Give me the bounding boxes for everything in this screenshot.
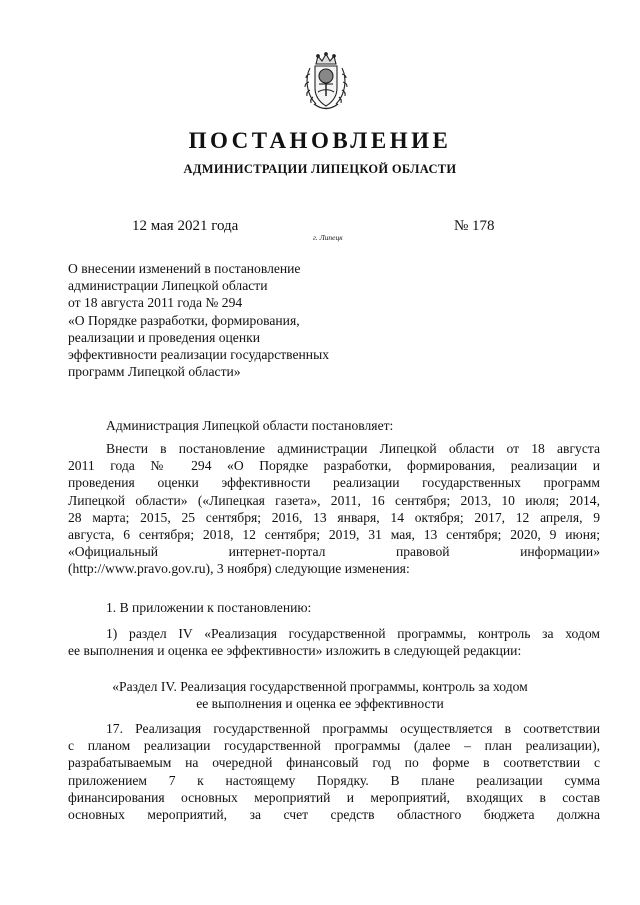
document-subtitle: АДМИНИСТРАЦИИ ЛИПЕЦКОЙ ОБЛАСТИ [183,162,457,176]
subject-line: от 18 августа 2011 года № 294 [68,295,243,311]
document-title: ПОСТАНОВЛЕНИЕ [188,128,452,153]
item-1-1 [68,625,600,659]
paragraph-17 [68,720,600,823]
subject-line: реализации и проведения оценки [68,329,260,345]
paragraph-line: 1) раздел IV «Реализация государственной программы, контроль за ходом [106,626,600,641]
subject-line: программ Липецкой области» [68,364,241,380]
decree-intro: Администрация Липецкой области постановляет: [106,418,394,433]
subject-line: эффективности реализации государственных [68,347,330,363]
document-subject [68,260,388,380]
paragraph-line: финансирования основных мероприятий и мероприятий, входящих в состав [68,789,600,805]
paragraph-line: Липецкой области» («Липецкая газета», 2011, 16 сентября; 2013, 10 июля; 2014, [68,492,600,508]
section-title [0,678,640,712]
paragraph-line: с планом реализации государственной программы (далее – план реализации), [68,738,600,754]
document-date: 12 мая 2021 года [132,218,239,234]
section-title-line: «Раздел IV. Реализация государственной программы, контроль за ходом [112,679,528,694]
paragraph-line: основных мероприятий, за счет средств областного бюджета должна [68,807,600,823]
document-number: № 178 [454,218,495,234]
document-city: г. Липецк [313,233,343,242]
item-1: 1. В приложении к постановлению: [106,600,312,615]
paragraph-line: ее выполнения и оценка ее эффективности» изложить в следующей редакции: [68,643,522,659]
paragraph-line: 2011 года № 294 «О Порядке разработки, формирования, реализации и [68,458,600,474]
paragraph-line: проведения оценки эффективности реализации государственных программ [68,475,600,491]
paragraph-line: 28 марта; 2015, 25 сентября; 2016, 13 января, 14 октября; 2017, 12 апреля, 9 [68,509,600,525]
paragraph-line: «Официальный интернет-портал правовой информации» [68,544,600,560]
subject-line: О внесении изменений в постановление [68,261,301,276]
paragraph-line: (http://www.pravo.gov.ru), 3 ноября) следующие изменения: [68,561,410,577]
paragraph-line: разрабатываемым на очередной финансовый год по форме в соответствии с [68,755,600,771]
paragraph-line: августа, 6 сентября; 2018, 12 сентября; 2019, 31 мая, 13 сентября; 2020, 9 июня; [68,527,600,543]
paragraph-line: приложением 7 к настоящему Порядку. В плане реализации сумма [68,772,600,788]
section-title-line: ее выполнения и оценка ее эффективности [196,696,444,712]
subject-line: администрации Липецкой области [68,278,268,294]
coat-of-arms-icon [302,52,350,112]
paragraph-line: Внести в постановление администрации Липецкой области от 18 августа [106,441,600,456]
paragraph-line: 17. Реализация государственной программы осуществляется в соответствии [106,721,600,736]
subject-line: «О Порядке разработки, формирования, [68,312,300,328]
paragraph-amendment [68,440,600,578]
